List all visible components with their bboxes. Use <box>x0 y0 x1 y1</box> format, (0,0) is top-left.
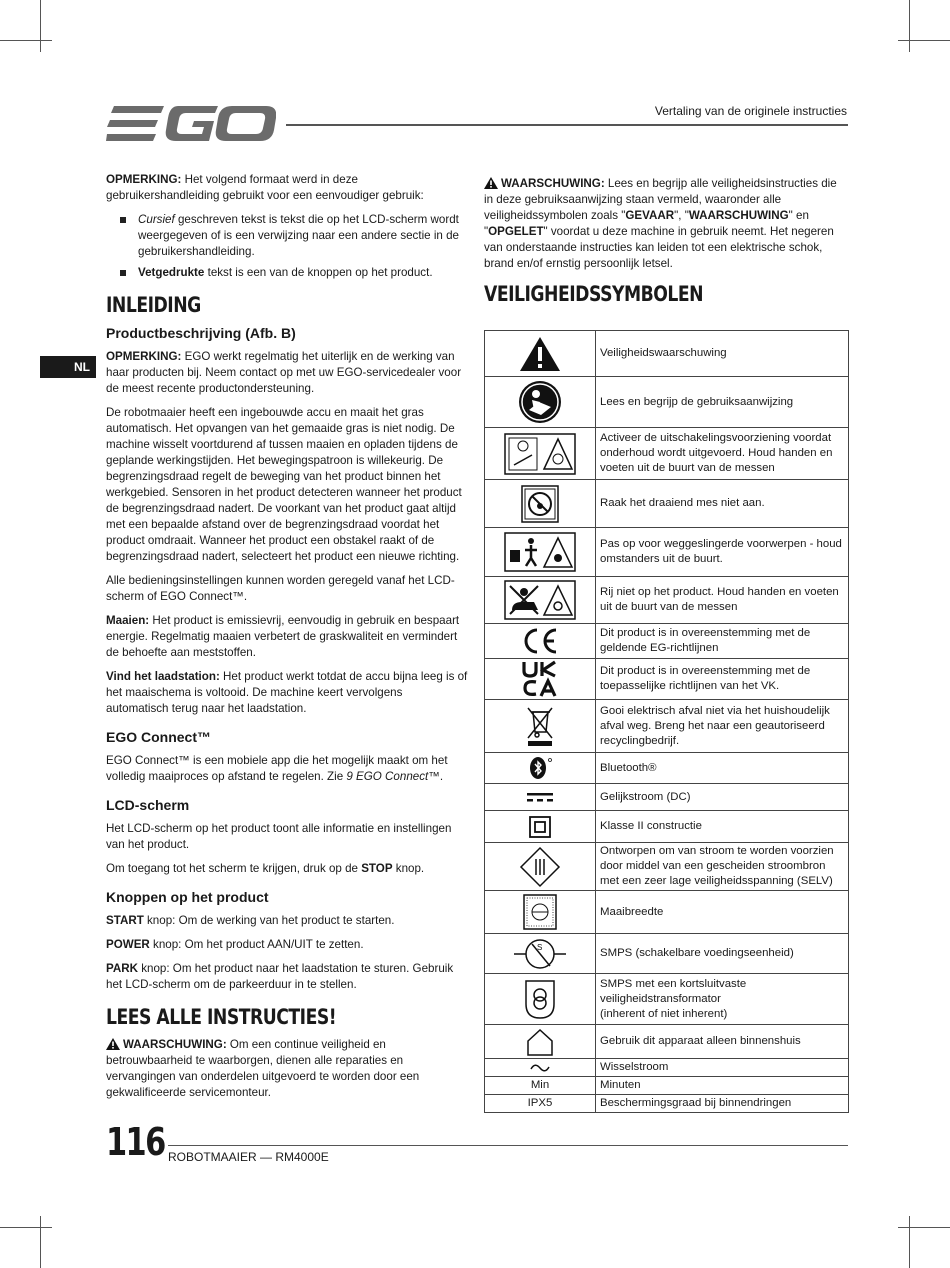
symbol-description: Maaibreedte <box>596 891 849 934</box>
crop-mark <box>0 1227 52 1228</box>
table-row <box>485 1025 849 1059</box>
selv-icon <box>519 846 561 888</box>
symbol-description: SMPS (schakelbare voedingseenheid) <box>596 934 849 974</box>
symbol-description: Gebruik dit apparaat alleen binnenshuis <box>596 1025 849 1059</box>
ego-connect-paragraph: EGO Connect™ is een mobiele app die het mogelijk maakt om het volledig maaiproces op afstand te regelen. Zie 9 EGO Connect™. <box>106 754 448 783</box>
symbol-description: Gooi elektrisch afval niet via het huishoudelijk afval weg. Breng het naar een geautoriseerd recyclingbedrijf. <box>596 700 849 753</box>
list-item: Cursief geschreven tekst is tekst die op het LCD-scherm wordt weergegeven of is een verwijzing naar een andere sectie in de gebruikershandleiding. <box>138 212 468 260</box>
table-row <box>485 428 849 480</box>
warning-paragraph: WAARSCHUWING: Om een continue veiligheid en betrouwbaarheid te waarborgen, dienen alle reparaties en vervangingen van onderdelen uitgevoerd te worden door een gekwalificeerde servicemonteur. <box>106 1038 420 1099</box>
symbol-description: Beschermingsgraad bij binnendringen <box>596 1095 849 1113</box>
lcd-paragraph: Het LCD-scherm op het product toont alle informatie en instellingen van het product. <box>106 822 452 851</box>
crop-mark <box>40 1216 41 1268</box>
table-row <box>485 700 849 753</box>
start-paragraph: START knop: Om de werking van het product te starten. <box>106 914 395 927</box>
symbol-label: IPX5 <box>485 1095 596 1113</box>
safety-alert-icon <box>519 336 561 372</box>
list-item: Vetgedrukte tekst is een van de knoppen op het product. <box>138 265 468 281</box>
format-list <box>106 212 468 281</box>
warning-triangle-icon <box>484 177 498 189</box>
language-tab: NL <box>40 356 96 378</box>
symbol-description: Dit product is in overeenstemming met de toepasselijke richtlijnen van het VK. <box>596 659 849 700</box>
header-rule <box>286 124 848 126</box>
table-row <box>485 577 849 624</box>
heading-knoppen: Knoppen op het product <box>106 889 269 905</box>
footer-model: ROBOTMAAIER — RM4000E <box>168 1150 329 1164</box>
symbol-label: Min <box>485 1077 596 1095</box>
table-row <box>485 843 849 891</box>
smps-icon <box>512 936 568 972</box>
symbol-description: Bluetooth® <box>596 753 849 784</box>
symbol-description: Gelijkstroom (DC) <box>596 784 849 811</box>
symbol-description: Pas op voor weggeslingerde voorwerpen - houd omstanders uit de buurt. <box>596 528 849 577</box>
crop-mark <box>898 40 950 41</box>
table-row <box>485 784 849 811</box>
format-note: OPMERKING: Het volgend formaat werd in deze gebruikershandleiding gebruikt voor een eenvoudiger gebruik: <box>106 173 424 202</box>
table-row <box>485 377 849 428</box>
symbol-description: Dit product is in overeenstemming met de geldende EG-richtlijnen <box>596 624 849 659</box>
table-row <box>485 331 849 377</box>
direct-current-icon <box>527 791 553 803</box>
safety-warning-paragraph: WAARSCHUWING: Lees en begrijp alle veiligheidsinstructies die in deze gebruiksaanwijzing staan vermeld, waaronder alle veiligheidssymbolen zoals "GEVAAR", "WAARSCHUWING" en "OPGELET" voordat u deze machine in gebruik neemt. Het negeren van onderstaande instructies kan leiden tot een elektrische schok, brand en/of ernstig persoonlijk letsel. <box>484 177 837 270</box>
symbol-description: Activeer de uitschakelingsvoorziening voordat onderhoud wordt uitgevoerd. Houd handen en voeten uit de buurt van de messen <box>596 428 849 480</box>
ukca-mark-icon <box>521 660 559 698</box>
lcd-access-paragraph: Om toegang tot het scherm te krijgen, druk op de STOP knop. <box>106 862 425 875</box>
cutting-width-icon <box>523 894 557 930</box>
power-paragraph: POWER knop: Om het product AAN/UIT te zetten. <box>106 938 364 951</box>
table-row <box>485 891 849 934</box>
symbol-description: Wisselstroom <box>596 1059 849 1077</box>
table-row <box>485 528 849 577</box>
product-description: De robotmaaier heeft een ingebouwde accu en maait het gras automatisch. Het opvangen van het gemaaide gras is niet nodig. De machine wisselt voortdurend af tussen maaien en opladen tijdens de geplande werkingstijden. Het bewegingspatroon is willekeurig. De begrenzingsdraad regelt de beweging van het product binnen het werkgebied. Sensoren in het product detecteren wanneer het product de begrenzingsdraad nadert. De voorkant van het product gaat altijd met een bepaalde afstand over de begrenzingsdraad voordat het product omdraait. Wanneer het product een obstakel raakt of de begrenzingsdraad nadert, selecteert het product een nieuwe richting. <box>106 406 462 563</box>
page-number: 116 <box>106 1120 165 1164</box>
table-row <box>485 1077 849 1095</box>
table-row <box>485 480 849 528</box>
class-ii-icon <box>529 816 551 838</box>
table-row <box>485 974 849 1025</box>
ego-logo <box>106 104 276 144</box>
settings-paragraph: Alle bedieningsinstellingen kunnen worden geregeld vanaf het LCD-scherm of EGO Connect™. <box>106 574 455 603</box>
table-row <box>485 1059 849 1077</box>
indoor-use-icon <box>525 1028 555 1056</box>
symbol-description: Lees en begrijp de gebruiksaanwijzing <box>596 377 849 428</box>
crop-mark <box>909 0 910 52</box>
safety-symbols-table <box>484 330 849 1113</box>
maaien-paragraph: Maaien: Het product is emissievrij, eenvoudig in gebruik en bespaart energie. Regelmatig maaien verbetert de graskwaliteit en vermindert de behoefte aan meststoffen. <box>106 614 460 659</box>
table-row <box>485 624 849 659</box>
symbol-description: Raak het draaiend mes niet aan. <box>596 480 849 528</box>
crop-mark <box>909 1216 910 1268</box>
alternating-current-icon <box>530 1062 550 1074</box>
park-paragraph: PARK knop: Om het product naar het laadstation te sturen. Gebruik het LCD-scherm om de parkeerduur in te stellen. <box>106 962 454 991</box>
heading-lcd: LCD-scherm <box>106 797 190 813</box>
crop-mark <box>898 1227 950 1228</box>
symbol-description: Veiligheidswaarschuwing <box>596 331 849 377</box>
table-row <box>485 934 849 974</box>
heading-veiligheidssymbolen: VEILIGHEIDSSYMBOLEN <box>484 282 704 306</box>
symbol-description: Ontworpen om van stroom te worden voorzien door middel van een gescheiden stroombron met een zeer lage veiligheidsspanning (SELV) <box>596 843 849 891</box>
symbol-description: SMPS met een kortsluitvaste veiligheidstransformator (inherent of niet inherent) <box>596 974 849 1025</box>
weee-bin-icon <box>524 704 556 748</box>
laadstation-paragraph: Vind het laadstation: Het product werkt totdat de accu bijna leeg is of het maaischema is voltooid. De machine keert vervolgens automatisch terug naar het laadstation. <box>106 670 468 715</box>
heading-inleiding: INLEIDING <box>106 293 201 317</box>
table-row <box>485 753 849 784</box>
table-row <box>485 659 849 700</box>
bluetooth-icon <box>526 756 554 780</box>
no-touch-blade-icon <box>521 485 559 523</box>
left-column <box>106 172 468 1109</box>
smps-transformer-icon <box>523 978 557 1020</box>
read-manual-icon <box>518 380 562 424</box>
right-column <box>484 176 848 314</box>
crop-mark <box>40 0 41 52</box>
table-row <box>485 811 849 843</box>
no-riding-icon <box>504 580 576 620</box>
product-note: OPMERKING: EGO werkt regelmatig het uiterlijk en de werking van haar producten bij. Neem contact op met uw EGO-servicedealer voor de meest recente productondersteuning. <box>106 350 462 395</box>
footer-rule <box>168 1145 848 1146</box>
header-subtitle: Vertaling van de originele instructies <box>654 104 847 118</box>
heading-productbeschrijving: Productbeschrijving (Afb. B) <box>106 325 296 341</box>
ce-mark-icon <box>520 627 560 655</box>
svg-text:S: S <box>537 942 543 952</box>
symbol-description: Klasse II constructie <box>596 811 849 843</box>
symbol-description: Minuten <box>596 1077 849 1095</box>
disable-device-icon <box>504 433 576 475</box>
table-row <box>485 1095 849 1113</box>
thrown-objects-icon <box>504 532 576 572</box>
heading-ego-connect: EGO Connect™ <box>106 729 212 745</box>
crop-mark <box>0 40 52 41</box>
warning-triangle-icon <box>106 1038 120 1050</box>
heading-lees-alle-instructies: LEES ALLE INSTRUCTIES! <box>106 1005 337 1029</box>
symbol-description: Rij niet op het product. Houd handen en voeten uit de buurt van de messen <box>596 577 849 624</box>
